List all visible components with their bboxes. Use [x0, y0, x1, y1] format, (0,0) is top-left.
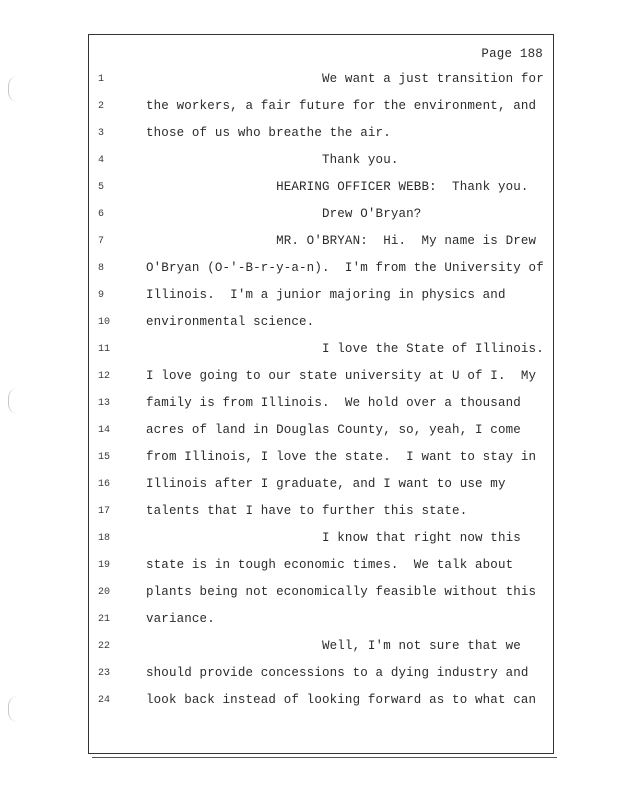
binder-hole-mark-top	[8, 76, 23, 102]
transcript-line: should provide concessions to a dying industry and	[146, 666, 529, 680]
line-number: 5	[98, 182, 105, 193]
line-number: 16	[98, 479, 111, 490]
transcript-line: talents that I have to further this state.	[146, 504, 468, 518]
line-number: 14	[98, 425, 111, 436]
transcript-line: We want a just transition for	[146, 72, 544, 86]
transcript-line: I know that right now this	[146, 531, 521, 545]
line-number: 7	[98, 236, 105, 247]
line-number: 4	[98, 155, 105, 166]
binder-hole-mark-middle	[8, 388, 23, 414]
transcript-line: look back instead of looking forward as to what can	[146, 693, 537, 707]
transcript-line: variance.	[146, 612, 215, 626]
transcript-line: Drew O'Bryan?	[146, 207, 422, 221]
line-number: 10	[98, 317, 111, 328]
transcript-line: from Illinois, I love the state. I want to stay in	[146, 450, 537, 464]
line-number: 23	[98, 668, 111, 679]
transcript-line: acres of land in Douglas County, so, yeah, I come	[146, 423, 521, 437]
line-number: 11	[98, 344, 111, 355]
line-number: 19	[98, 560, 111, 571]
line-number: 12	[98, 371, 111, 382]
line-number: 6	[98, 209, 105, 220]
transcript-line: O'Bryan (O-'-B-r-y-a-n). I'm from the University of	[146, 261, 544, 275]
transcript-line: state is in tough economic times. We talk about	[146, 558, 514, 572]
line-number: 21	[98, 614, 111, 625]
line-number: 24	[98, 695, 111, 706]
transcript-line: environmental science.	[146, 315, 315, 329]
line-number: 17	[98, 506, 111, 517]
line-number: 3	[98, 128, 105, 139]
transcript-line: those of us who breathe the air.	[146, 126, 391, 140]
transcript-line: MR. O'BRYAN: Hi. My name is Drew	[146, 234, 537, 248]
binder-hole-mark-bottom	[8, 696, 23, 722]
transcript-line: I love the State of Illinois.	[146, 342, 544, 356]
line-number: 1	[98, 74, 105, 85]
transcript-line: the workers, a fair future for the environment, and	[146, 99, 537, 113]
transcript-line: Illinois. I'm a junior majoring in physics and	[146, 288, 506, 302]
transcript-line: family is from Illinois. We hold over a thousand	[146, 396, 521, 410]
line-number: 20	[98, 587, 111, 598]
line-number: 8	[98, 263, 105, 274]
line-number: 13	[98, 398, 111, 409]
transcript-line: Illinois after I graduate, and I want to use my	[146, 477, 506, 491]
line-number: 18	[98, 533, 111, 544]
transcript-line: Well, I'm not sure that we	[146, 639, 521, 653]
transcript-line: HEARING OFFICER WEBB: Thank you.	[146, 180, 529, 194]
transcript-line: plants being not economically feasible without this	[146, 585, 537, 599]
transcript-line: I love going to our state university at U of I. My	[146, 369, 537, 383]
transcript-line: Thank you.	[146, 153, 399, 167]
page-number: Page 188	[481, 47, 543, 61]
line-number: 15	[98, 452, 111, 463]
line-number: 9	[98, 290, 105, 301]
line-number: 22	[98, 641, 111, 652]
line-number: 2	[98, 101, 105, 112]
